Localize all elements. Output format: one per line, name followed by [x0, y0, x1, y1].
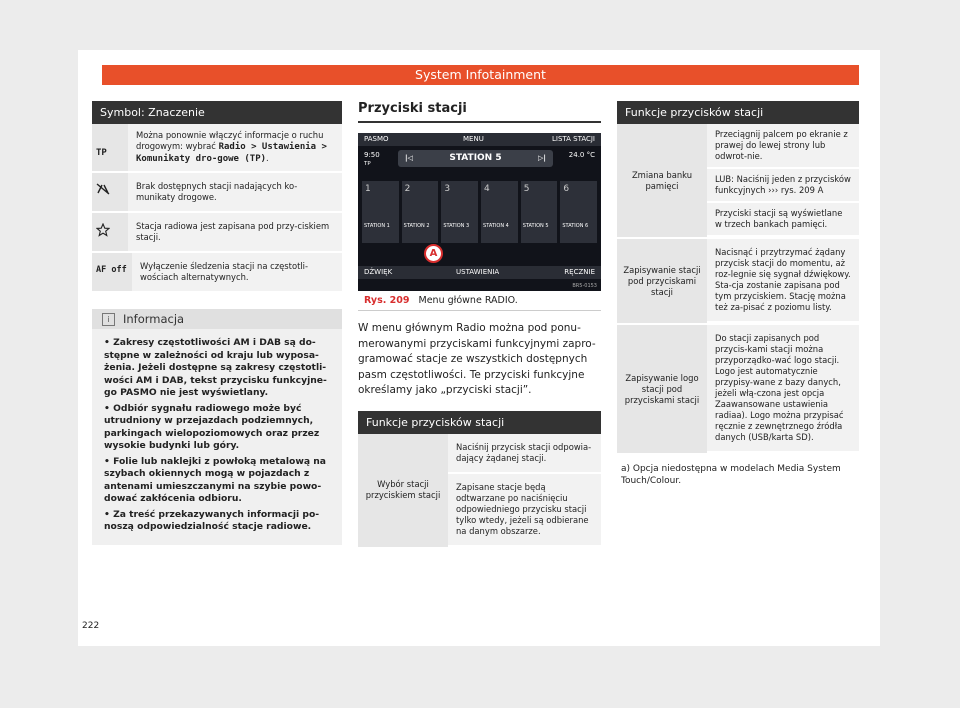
- function-cell: Przyciski stacji są wyświetlane w trzech bankach pamięci.: [707, 203, 859, 237]
- symbol-row: [92, 253, 342, 293]
- function-cells: [707, 325, 859, 453]
- no-traffic-icon: [92, 173, 128, 211]
- prev-icon[interactable]: |◁: [405, 154, 413, 162]
- function-label: Zmiana banku pamięci: [617, 124, 707, 237]
- marker-a: A: [424, 244, 443, 263]
- function-cell: Do stacji zapisanych pod przycis-kami stacji można przyporządko-wać logo stacji. Logo jest automatycznie przypisy-wane z bazy danych, jeżeli włą-czona jest opcja Zaawansowane ustawienia radiaa). Logo można przypisać ręcznie z zewnętrznego źródła danych (USB/karta SD).: [707, 325, 859, 453]
- info-icon: i: [102, 313, 115, 326]
- info-item: • Odbiór sygnału radiowego może być utrudniony w przejazdach podziemnych, parkingach wielopoziomowych oraz przez wysokie budynki lub góry.: [104, 403, 332, 453]
- function-cells: [707, 124, 859, 237]
- station-button[interactable]: 2 STATION 2: [402, 181, 439, 243]
- clock: 9:50: [364, 151, 380, 159]
- footnote: a) Opcja niedostępna w modelach Media System Touch/Colour.: [621, 464, 841, 486]
- right-column: [617, 101, 859, 495]
- function-row: [617, 124, 859, 239]
- symbol-af-off: AF off: [92, 253, 132, 291]
- dzwiek-button[interactable]: DŹWIĘK: [364, 268, 393, 276]
- page-header: System Infotainment: [102, 65, 859, 85]
- symbol-desc: Brak dostępnych stacji nadających ko-munikaty drogowe.: [128, 173, 342, 211]
- function-cell: Nacisnąć i przytrzymać żądany przycisk stacji do momentu, aż roz-legnie się sygnał dźwiękowy. Sta-cja zostanie zapisana pod tym przyciskiem. Stację można też za-pisać z poziomu listy.: [707, 239, 859, 323]
- body-paragraph: W menu głównym Radio można pod ponu-merowanymi przyciskami funkcyjnymi zapro-gramować stacje ze wszystkich dostępnych pasm częstotliwości. Te przyciski funkcyjne określamy jako „przyciski stacji”.: [358, 322, 596, 396]
- section-title: Przyciski stacji: [358, 101, 601, 123]
- right-title: Funkcje przycisków stacji: [617, 101, 859, 124]
- info-title: Informacja: [123, 312, 185, 326]
- menu-button[interactable]: MENU: [463, 135, 484, 143]
- image-code: BR5-0153: [572, 283, 597, 289]
- function-cell: LUB: Naciśnij jeden z przycisków funkcyjnych ››› rys. 209 A: [707, 169, 859, 203]
- function-cell: Naciśnij przycisk stacji odpowia-dający żądanej stacji.: [448, 434, 601, 474]
- function-cells: [448, 434, 601, 547]
- station-buttons: [362, 181, 597, 243]
- function-label: Zapisywanie stacji pod przyciskami stacji: [617, 239, 707, 323]
- info-header: [92, 309, 342, 329]
- symbol-desc: Wyłączenie śledzenia stacji na częstotli-wościach alternatywnych.: [132, 253, 342, 291]
- info-item: • Zakresy częstotliwości AM i DAB są do-stępne w zależności od kraju lub wyposa-żenia. Jeżeli dostępne są zakresy częstotli-wości AM i DAB, tekst przycisku funkcyjne-go PASMO nie jest wyświetlany.: [104, 337, 332, 400]
- recznie-button[interactable]: RĘCZNIE: [564, 268, 595, 276]
- function-cells: [707, 239, 859, 323]
- middle-column: [358, 101, 601, 549]
- station-name: STATION 5: [449, 153, 502, 163]
- symbol-row: [92, 213, 342, 253]
- function-label: Wybór stacji przyciskiem stacji: [358, 434, 448, 547]
- info-item: • Za treść przekazywanych informacji po-noszą odpowiedzialność stacje radiowe.: [104, 509, 332, 534]
- function-row: [617, 325, 859, 455]
- screen-top-bar: [358, 133, 601, 146]
- info-box: [92, 309, 342, 545]
- function-label: Zapisywanie logo stacji pod przyciskami stacji: [617, 325, 707, 453]
- info-list: [92, 329, 342, 545]
- function-row: [358, 434, 601, 549]
- station-button[interactable]: 4 STATION 4: [481, 181, 518, 243]
- info-item: • Folie lub naklejki z powłoką metalową na szybach okiennych mogą w pojazdach z antenami umieszczanymi na szybie powo-dować zakłócenia odbioru.: [104, 456, 332, 506]
- screen-bottom-bar: [358, 266, 601, 279]
- symbol-desc: Można ponownie włączyć informacje o ruchu drogowym: wybrać Radio > Ustawienia > Komunikaty dro-gowe (TP).: [128, 124, 342, 171]
- symbol-row: [92, 173, 342, 213]
- symbol-desc: Stacja radiowa jest zapisana pod przy-ciskiem stacji.: [128, 213, 342, 251]
- symbol-row: [92, 124, 342, 173]
- station-button[interactable]: 6 STATION 6: [560, 181, 597, 243]
- left-column: [92, 101, 342, 545]
- station-button[interactable]: 3 STATION 3: [441, 181, 478, 243]
- function-cell: Zapisane stacje będą odtwarzane po naciśnięciu odpowiedniego przycisku stacji tylko wtedy, jeżeli są odbierane na danym obszarze.: [448, 474, 601, 547]
- figure-caption: Rys. 209 Menu główne RADIO.: [358, 291, 601, 311]
- temperature: 24.0 °C: [568, 151, 595, 159]
- pasmo-button[interactable]: PASMO: [364, 135, 389, 143]
- symbols-title: Symbol: Znaczenie: [92, 101, 342, 124]
- symbol-tp: TP: [92, 124, 128, 171]
- function-cell: Przeciągnij palcem po ekranie z prawej do lewej strony lub odwrot-nie.: [707, 124, 859, 169]
- radio-screen: [358, 133, 601, 291]
- station-display: [398, 150, 553, 167]
- lista-button[interactable]: LISTA STACJI: [551, 135, 595, 143]
- ustawienia-button[interactable]: USTAWIENIA: [456, 268, 500, 276]
- station-button[interactable]: 5 STATION 5: [521, 181, 558, 243]
- next-icon[interactable]: ▷|: [538, 154, 546, 162]
- station-button[interactable]: 1 STATION 1: [362, 181, 399, 243]
- tp-indicator: TP: [364, 161, 371, 167]
- page-number: 222: [82, 621, 100, 631]
- functions-title: Funkcje przycisków stacji: [358, 411, 601, 434]
- function-row: [617, 239, 859, 325]
- star-icon: [92, 213, 128, 251]
